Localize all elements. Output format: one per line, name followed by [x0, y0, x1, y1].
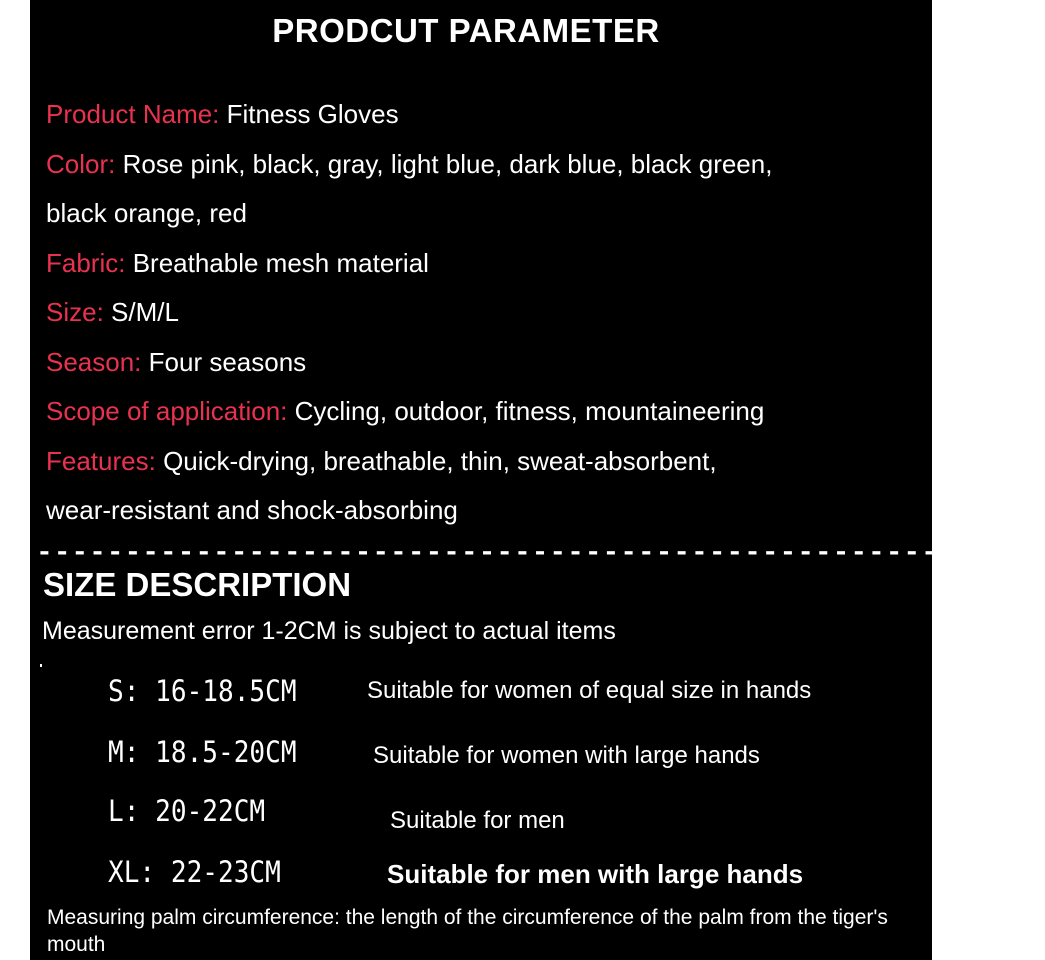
param-product-name [46, 99, 399, 130]
param-scope [46, 396, 764, 427]
size-value: S: 16-18.5CM [108, 674, 297, 708]
param-label: Scope of application: [46, 396, 295, 426]
param-value: Fitness Gloves [226, 99, 399, 129]
param-label: Product Name: [46, 99, 227, 129]
param-value: Rose pink, black, gray, light blue, dark blue, black green, [122, 149, 773, 179]
param-color-continued [46, 198, 247, 229]
param-value: Four seasons [148, 347, 307, 377]
param-color [46, 149, 772, 180]
size-description: Suitable for women with large hands [373, 742, 760, 769]
param-label: Season: [46, 347, 149, 377]
param-features-continued [46, 495, 458, 526]
param-label: Color: [46, 149, 123, 179]
size-row-m [30, 733, 932, 783]
param-label: Size: [46, 297, 112, 327]
size-row-l [30, 790, 932, 840]
size-description: Suitable for women of equal size in hands [367, 677, 812, 704]
page-title: PRODCUT PARAMETER [272, 12, 660, 49]
size-value: M: 18.5-20CM [108, 735, 297, 769]
param-value: S/M/L [111, 297, 179, 327]
param-value: Breathable mesh material [132, 248, 429, 278]
param-size [46, 297, 179, 328]
param-value: black orange, red [46, 198, 247, 228]
parameter-panel [30, 0, 1045, 960]
size-value: L: 20-22CM [108, 794, 266, 828]
param-features [46, 446, 717, 477]
param-fabric [46, 248, 429, 279]
param-label: Fabric: [46, 248, 133, 278]
size-value: XL: 22-23CM [108, 855, 281, 889]
param-value: Quick-drying, breathable, thin, sweat-absorbent, [163, 446, 717, 476]
measurement-note: Measurement error 1-2CM is subject to actual items [42, 617, 616, 645]
size-row-xl [30, 853, 932, 903]
param-label: Features: [46, 446, 164, 476]
param-value: Cycling, outdoor, fitness, mountaineering [294, 396, 765, 426]
param-season [46, 347, 306, 378]
dashed-divider: --------------------------------------------------------- [36, 538, 1045, 569]
param-value: wear-resistant and shock-absorbing [46, 495, 458, 525]
size-description: Suitable for men [390, 807, 565, 834]
size-description: Suitable for men with large hands [387, 859, 804, 889]
stray-dot [40, 664, 42, 667]
size-section-title: SIZE DESCRIPTION [43, 566, 352, 603]
size-row-s [30, 670, 932, 720]
measuring-footnote: Measuring palm circumference: the length of the circumference of the palm from the tiger's mouth [47, 906, 888, 956]
